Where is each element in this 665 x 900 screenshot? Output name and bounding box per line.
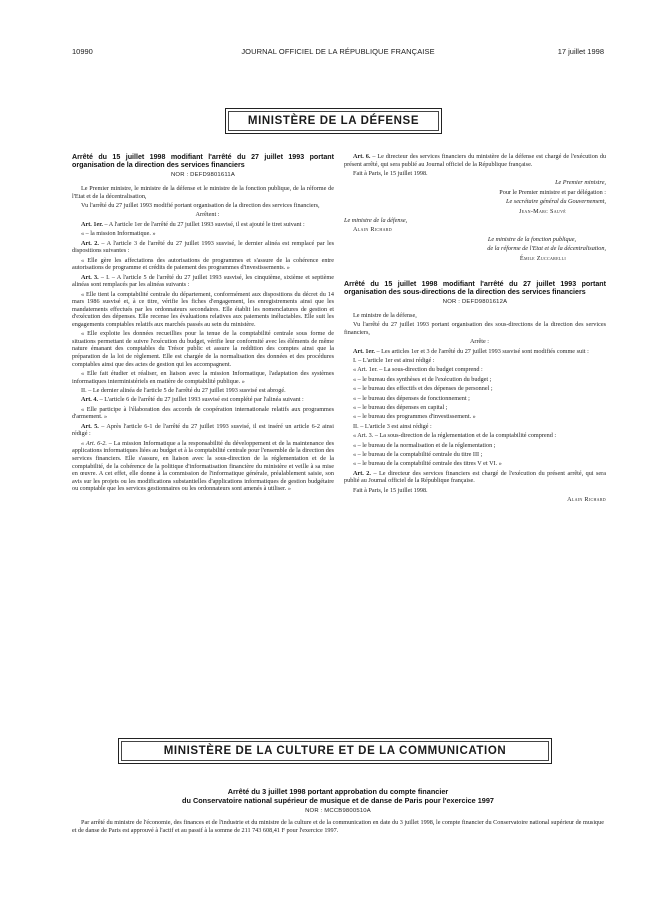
list-item: « – le bureau de la comptabilité centrale des titres V et VI. »: [353, 460, 502, 468]
decree-culture: [72, 788, 604, 836]
enacting-formula: Arrêtent :: [195, 211, 220, 219]
signature-title: Le secrétaire général du Gouvernement,: [506, 198, 606, 206]
quote-text: – La mission Informatique a la responsabilité du développement et de la maintenance des applications informatiques liées au budget et à la comptabilité centrale pour l'ensemble de la direction des services financiers. Elle s'assure, en liaison avec la sous-direction de la réglementation et de la comptabilité, de la cohérence de la politique d'informatisation financière du ministère et veille à sa mise en œuvre. A cet effet, elle donne à la commission de l'informatique générale, préalablement saisie, son avis sur les projets ou les modifications substantielles d'applications informatiques de gestion budgétaire ou comptable que les services gestionnaires ou les ordonnateurs sont amenés à utiliser. »: [72, 439, 334, 493]
ministry-heading-defense: [225, 108, 442, 134]
signature-name: Alain Richard: [353, 226, 392, 234]
quote: « Elle tient la comptabilité centrale du département, conformément aux dispositions du décret du 14 mars 1986 susvisé et, à ce titre, vérifie les fiches d'engagement, les enregistrements ainsi que les mandatements effectués par les ordonnateurs secondaires. Elle établit les nomenclatures de gestion et d'exécution des dépenses. Elle recense les évaluations relatives aux paiements inéluctables. Elle suit les engagements comptables relatifs aux marchés passés au sein du ministère.: [72, 290, 334, 328]
separator: [344, 264, 606, 280]
article-text: – I. – A l'article 5 de l'arrêté du 27 juillet 1993 susvisé, les cinquième, sixième et septième alinéas sont remplacés par les alinéas suivants :: [72, 273, 334, 289]
signature-name: Jean-Marc Sauvé: [518, 207, 566, 215]
article-text: – Après l'article 6-1 de l'arrêté du 27 juillet 1993 susvisé, il est inséré un article 6-2 ainsi rédigé :: [72, 422, 334, 438]
list-item: « – le bureau des synthèses et de l'exécution du budget ;: [353, 375, 492, 383]
quote-label: « Art. 6-2.: [81, 439, 107, 447]
article-text: – Le directeur des services financiers du ministère de la défense est chargé de l'exécution du présent arrêté, qui sera publié au Journal officiel de la République française.: [344, 153, 607, 168]
ministry-heading-text: MINISTÈRE DE LA DÉFENSE: [228, 111, 439, 131]
list-item: « – le bureau des effectifs et des dépenses de personnel ;: [353, 385, 493, 393]
left-column: [72, 153, 334, 713]
article-label: Art. 4.: [81, 396, 99, 404]
article-3: [72, 274, 334, 289]
signature-name: Alain Richard: [567, 496, 606, 504]
paragraph: Vu l'arrêté du 27 juillet 1993 portant organisation des sous-directions de la direction des services financiers,: [344, 321, 606, 336]
signature-delegation: Pour le Premier ministre et par délégation :: [499, 188, 606, 196]
article-text: – Le directeur des services financiers est chargé de l'exécution du présent arrêté, qui sera publié au Journal officiel de la République française.: [344, 469, 606, 485]
paragraph: I. – L'article 1er est ainsi rédigé :: [353, 357, 435, 365]
journal-title: JOURNAL OFFICIEL DE LA RÉPUBLIQUE FRANÇAISE: [241, 47, 435, 56]
signature-title: Le ministre de la fonction publique,: [487, 235, 576, 243]
ministry-heading-text: MINISTÈRE DE LA CULTURE ET DE LA COMMUNICATION: [121, 741, 549, 761]
done-at: Fait à Paris, le 15 juillet 1998.: [353, 169, 428, 177]
article-1: [344, 348, 606, 356]
paragraph: Le Premier ministre, le ministre de la défense et le ministre de la fonction publique, de la réforme de l'Etat et de la décentralisation,: [72, 185, 334, 200]
article-label: Art. 2.: [353, 469, 371, 477]
list-item: « – le bureau de la normalisation et de la réglementation ;: [353, 441, 496, 449]
list-item: « – le bureau des dépenses en capital ;: [353, 404, 448, 411]
list-item: « – le bureau des programmes d'investissement. »: [353, 413, 476, 421]
article-text: – A l'article 1er de l'arrêté du 27 juillet 1993 susvisé, il est ajouté le tiret suivant :: [102, 220, 305, 228]
nor-reference: NOR : DEFD9801612A: [442, 299, 508, 306]
article-label: Art. 6.: [353, 153, 371, 160]
paragraph: Vu l'arrêté du 27 juillet 1993 modifié portant organisation de la direction des services financiers,: [81, 201, 320, 209]
quote: « Elle exploite les données recueillies pour la tenue de la comptabilité centrale sous forme de situations permettant de suivre l'exécution du budget, vérifie leur conformité avec les éléments de même nature émanant des comptables du Trésor public et assure la reddition des comptes ainsi que la préparation de la loi de règlement. Elle est chargée de la normalisation des données et des procédures comptables ainsi que des actes de gestion qui les accompagnent.: [72, 330, 334, 368]
article-label: Art. 3.: [81, 273, 99, 281]
done-at: Fait à Paris, le 15 juillet 1998.: [353, 486, 428, 494]
article-1: [72, 221, 334, 229]
decree-title: Arrêté du 15 juillet 1998 modifiant l'arrêté du 27 juillet 1993 portant organisation des sous-directions de la direction des services financiers: [344, 279, 606, 297]
paragraph: II. – Le dernier alinéa de l'article 5 de l'arrêté du 27 juillet 1993 susvisé est abrogé.: [81, 387, 286, 395]
article-5: [72, 423, 334, 438]
paragraph: Par arrêté du ministre de l'économie, des finances et de l'industrie et du ministre de la culture et de la communication en date du 3 juillet 1998, le compte financier du Conservatoire national supérieur de musique et de danse de Paris est approuvé à l'actif et au passif à la somme de 211 743 608,41 F pour l'exercice 1997.: [72, 819, 604, 834]
quote: « Elle fait étudier et réaliser, en liaison avec la mission Informatique, l'adaptation des systèmes informatiques interministériels en matière de comptabilité publique. »: [72, 370, 334, 385]
quote: « – la mission Informatique. »: [81, 230, 156, 238]
signature-title: Le Premier ministre,: [555, 179, 606, 187]
list-item: « – le bureau de la comptabilité centrale du titre III ;: [353, 450, 483, 458]
issue-date: 17 juillet 1998: [557, 47, 604, 56]
decree-title-line: Arrêté du 3 juillet 1998 portant approbation du compte financier: [227, 787, 449, 796]
signature-title: Le ministre de la défense,: [344, 216, 408, 224]
article-text: – L'article 6 de l'arrêté du 27 juillet 1993 susvisé est complété par l'alinéa suivant :: [98, 396, 304, 404]
ministry-heading-culture: [118, 738, 552, 764]
quote: « Elle participe à l'élaboration des accords de coopération internationale relatifs aux programmes d'armement. »: [72, 405, 334, 421]
list-item: « – le bureau des dépenses de fonctionnement ;: [353, 394, 470, 402]
quote: [72, 440, 334, 493]
article-4: [72, 396, 334, 404]
article-label: Art. 1er.: [81, 220, 103, 228]
running-header: [72, 47, 604, 59]
nor-reference: NOR : MCCB9800510A: [305, 808, 371, 815]
article-label: Art. 2.: [81, 239, 99, 247]
paragraph: Le ministre de la défense,: [353, 311, 417, 319]
article-label: Art. 5.: [81, 422, 99, 430]
decree-title: Arrêté du 15 juillet 1998 modifiant l'arrêté du 27 juillet 1993 portant organisation de la direction des services financiers: [72, 153, 334, 170]
article-6: [344, 153, 606, 168]
nor-reference: NOR : DEFD9801611A: [170, 172, 236, 179]
article-2: [344, 470, 606, 485]
article-label: Art. 1er.: [353, 347, 375, 355]
article-text: – A l'article 3 de l'arrêté du 27 juillet 1993 susvisé, le dernier alinéa est remplacé par les dispositions suivantes :: [72, 239, 335, 255]
quote: « Art. 1er. – La sous-direction du budget comprend :: [353, 366, 483, 374]
signature-title: de la réforme de l'Etat et de la décentralisation,: [487, 245, 606, 253]
enacting-formula: Arrête :: [469, 338, 490, 346]
signature-name: Émile Zuccarelli: [519, 254, 566, 262]
right-column: [344, 153, 606, 713]
quote: « Art. 3. – La sous-direction de la réglementation et de la comptabilité comprend :: [353, 432, 557, 440]
quote: « Elle gère les affectations des autorisations de programmes et s'assure de la cohérence entre autorisations de programme et crédits de paiement des programmes d'investissements. »: [72, 256, 334, 272]
article-2: [72, 240, 334, 255]
paragraph: II. – L'article 3 est ainsi rédigé :: [353, 422, 432, 430]
article-text: – Les articles 1er et 3 de l'arrêté du 27 juillet 1993 susvisé sont modifiés comme suit :: [374, 347, 589, 355]
decree-title-line: du Conservatoire national supérieur de musique et de danse de Paris pour l'exercice 1997: [182, 795, 494, 805]
page-number: 10990: [72, 47, 93, 56]
